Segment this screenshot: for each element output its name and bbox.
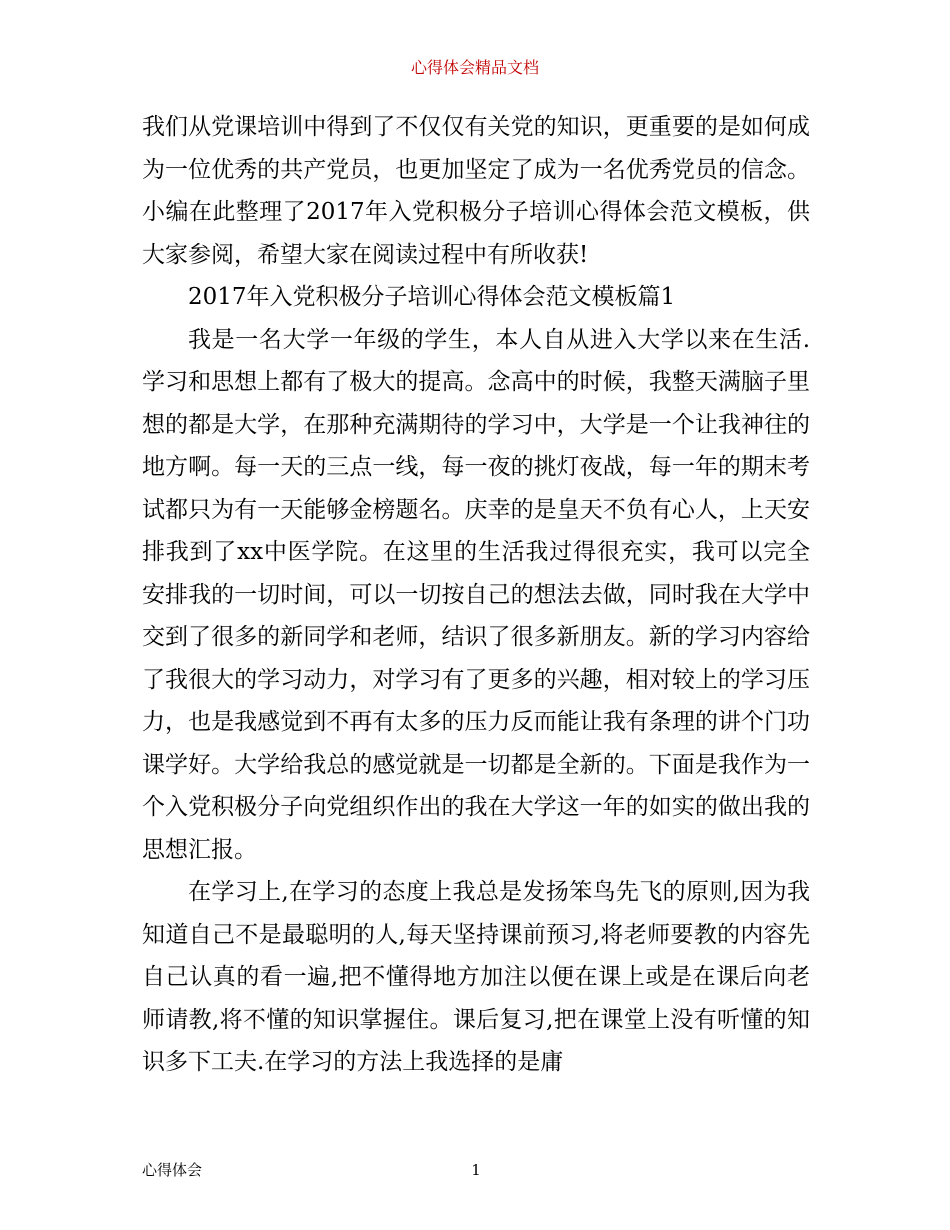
footer-label: 心得体会 [142,1161,203,1179]
section-heading: 2017年入党积极分子培训心得体会范文模板篇1 [188,284,676,310]
document-body [142,106,810,1084]
intro-paragraph: 我们从党课培训中得到了不仅仅有关党的知识，更重要的是如何成为一位优秀的共产党员，也更加坚定了成为一名优秀党员的信念。小编在此整理了2017年入党积极分子培训心得体会范文模板，供大家参阅，希望大家在阅读过程中有所收获! [142,114,810,268]
page-number: 1 [471,1161,481,1179]
page-header: 心得体会精品文档 [410,58,539,77]
body-paragraph-1: 我是一名大学一年级的学生，本人自从进入大学以来在生活.学习和思想上都有了极大的提高。念高中的时候，我整天满脑子里想的都是大学，在那种充满期待的学习中，大学是一个让我神往的地方啊。每一天的三点一线，每一夜的挑灯夜战，每一年的期末考试都只为有一天能够金榜题名。庆幸的是皇天不负有心人，上天安排我到了xx中医学院。在这里的生活我过得很充实，我可以完全安排我的一切时间，可以一切按自己的想法去做，同时我在大学中交到了很多的新同学和老师，结识了很多新朋友。新的学习内容给了我很大的学习动力，对学习有了更多的兴趣，相对较上的学习压力，也是我感觉到不再有太多的压力反而能让我有条理的讲个门功课学好。大学给我总的感觉就是一切都是全新的。下面是我作为一个入党积极分子向党组织作出的我在大学这一年的如实的做出我的思想汇报。 [142,326,810,863]
body-paragraph-2: 在学习上,在学习的态度上我总是发扬笨鸟先飞的原则,因为我知道自己不是最聪明的人,每天坚持课前预习,将老师要教的内容先自己认真的看一遍,把不懂得地方加注以便在课上或是在课后向老师请教,将不懂的知识掌握住。课后复习,把在课堂上没有听懂的知识多下工夫.在学习的方法上我选择的是庸 [142,879,810,1075]
